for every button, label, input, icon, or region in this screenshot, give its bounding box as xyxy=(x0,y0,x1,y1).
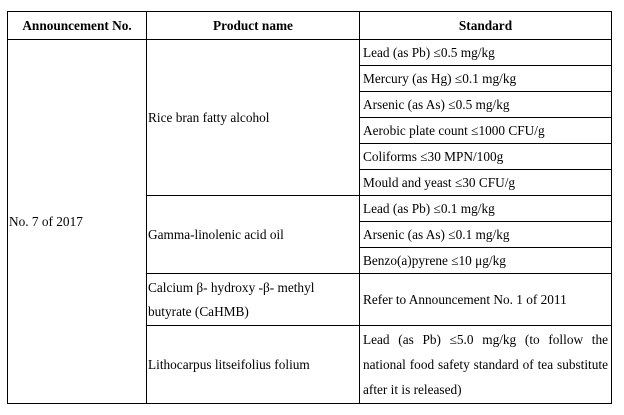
product-name-cell: Calcium β- hydroxy -β- methyl butyrate (CaHMB) xyxy=(147,274,360,326)
standard-cell: Mercury (as Hg) ≤0.1 mg/kg xyxy=(360,66,612,92)
product-name-cell: Lithocarpus litseifolius folium xyxy=(147,326,360,404)
standard-cell: Coliforms ≤30 MPN/100g xyxy=(360,144,612,170)
standard-cell: Benzo(a)pyrene ≤10 μg/kg xyxy=(360,248,612,274)
document-page xyxy=(7,11,612,404)
standard-cell: Refer to Announcement No. 1 of 2011 xyxy=(360,274,612,326)
header-product-name: Product name xyxy=(147,12,360,40)
header-standard: Standard xyxy=(360,12,612,40)
product-name-cell: Gamma-linolenic acid oil xyxy=(147,196,360,274)
table-header-row xyxy=(8,12,612,40)
standard-cell: Lead (as Pb) ≤0.1 mg/kg xyxy=(360,196,612,222)
standards-table xyxy=(7,11,612,404)
standard-cell: Lead (as Pb) ≤0.5 mg/kg xyxy=(360,40,612,66)
header-announcement-no: Announcement No. xyxy=(8,12,147,40)
table-row xyxy=(8,40,612,66)
announcement-number-cell: No. 7 of 2017 xyxy=(8,40,147,404)
standard-cell: Lead (as Pb) ≤5.0 mg/kg (to follow the national food safety standard of tea substitute after it is released) xyxy=(360,326,612,404)
standard-cell: Arsenic (as As) ≤0.5 mg/kg xyxy=(360,92,612,118)
standard-cell: Mould and yeast ≤30 CFU/g xyxy=(360,170,612,196)
standard-cell: Aerobic plate count ≤1000 CFU/g xyxy=(360,118,612,144)
standard-cell: Arsenic (as As) ≤0.1 mg/kg xyxy=(360,222,612,248)
product-name-cell: Rice bran fatty alcohol xyxy=(147,40,360,196)
